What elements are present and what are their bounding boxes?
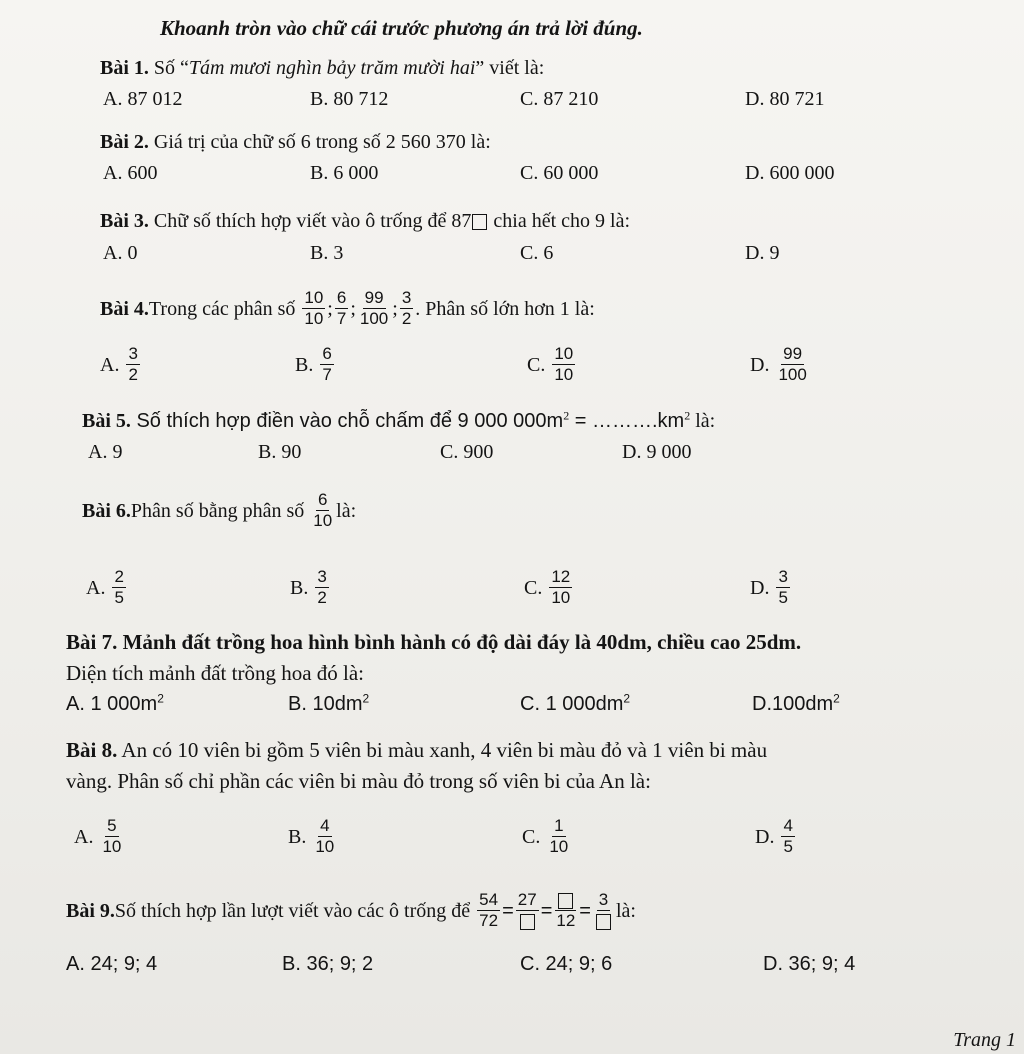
fraction <box>126 344 139 385</box>
blank-box <box>472 214 487 230</box>
numerator: 1 <box>554 816 564 835</box>
option-letter: B. <box>288 693 307 715</box>
numerator: 3 <box>598 890 609 909</box>
equals-sign: = <box>502 899 514 922</box>
question-5-mid: = ……….km <box>569 410 685 432</box>
blank-box-denominator <box>593 911 614 931</box>
equals-sign: = <box>540 899 553 922</box>
q4-option-c[interactable] <box>527 344 577 385</box>
question-8-label: Bài 8. <box>66 738 118 762</box>
superscript: 2 <box>362 691 370 706</box>
q5-option-d[interactable]: D. 9 000 <box>622 441 692 463</box>
numerator: 6 <box>336 288 347 307</box>
q2-option-b[interactable]: B. 6 000 <box>310 162 379 184</box>
denominator: 10 <box>304 309 324 328</box>
fraction <box>400 288 413 329</box>
q7-option-b[interactable] <box>288 692 369 716</box>
numerator: 54 <box>479 890 499 909</box>
question-5-label: Bài 5. <box>82 410 131 432</box>
numerator: 3 <box>778 567 788 586</box>
question-5-text-before: Số thích hợp điền vào chỗ chấm để 9 000 000m <box>130 410 564 432</box>
q7-option-a[interactable] <box>66 692 164 716</box>
blank-box <box>520 914 535 930</box>
question-3 <box>100 209 630 233</box>
question-7 <box>66 630 801 654</box>
q8-option-b[interactable] <box>288 816 338 857</box>
option-letter: B. <box>290 576 309 599</box>
question-2-text: Giá trị của chữ số 6 trong số 2 560 370 là: <box>148 131 491 153</box>
q5-option-b[interactable]: B. 90 <box>258 441 302 463</box>
superscript: 2 <box>623 691 631 706</box>
q9-option-a[interactable]: A. 24; 9; 4 <box>66 953 158 975</box>
question-1 <box>100 56 544 80</box>
q8-option-d[interactable] <box>755 816 797 857</box>
denominator: 7 <box>322 365 332 384</box>
denominator: 7 <box>336 309 347 328</box>
fraction <box>776 344 808 385</box>
blank-box-denominator <box>517 911 538 931</box>
fraction <box>781 816 794 857</box>
question-5 <box>82 409 715 433</box>
option-letter: D. <box>752 693 772 715</box>
fraction <box>335 288 348 329</box>
question-1-label: Bài 1. <box>100 57 149 79</box>
q6-option-a[interactable] <box>86 567 128 608</box>
question-4-text-before: Trong các phân số <box>148 297 296 320</box>
q4-option-a[interactable] <box>100 344 142 385</box>
denominator: 2 <box>128 365 138 384</box>
q4-option-b[interactable] <box>295 344 336 385</box>
fraction <box>552 344 575 385</box>
option-letter: B. <box>295 353 314 376</box>
numerator: 99 <box>783 344 803 363</box>
q3-option-a[interactable]: A. 0 <box>103 242 138 264</box>
q9-option-c[interactable]: C. 24; 9; 6 <box>520 953 613 975</box>
question-8-line-2: vàng. Phân số chỉ phần các viên bi màu đỏ trong số viên bi của An là: <box>66 769 651 793</box>
question-1-italic: Tám mươi nghìn bảy trăm mười hai <box>188 57 476 79</box>
question-2-label: Bài 2. <box>100 131 149 153</box>
denominator: 2 <box>317 588 327 607</box>
numerator: 2 <box>114 567 124 586</box>
q6-option-d[interactable] <box>750 567 792 608</box>
denominator: 5 <box>778 588 788 607</box>
option-letter: D. <box>755 825 775 848</box>
blank-box-numerator <box>555 890 576 911</box>
option-value: 10dm <box>312 693 363 715</box>
superscript: 2 <box>833 691 840 706</box>
q1-option-d[interactable]: D. 80 721 <box>745 88 825 110</box>
question-2 <box>100 130 491 154</box>
question-8 <box>66 738 767 762</box>
denominator: 10 <box>554 365 574 384</box>
question-7-line-2: Diện tích mảnh đất trồng hoa đó là: <box>66 661 365 685</box>
question-3-text-after: chia hết cho 9 là: <box>488 210 631 232</box>
question-4: Bài 4. Trong các phân số $\frac{10}{10}$ ; $\frac{6}{7}$ ; $\frac{99}{100}$ ; $\frac{3}{2}$ . Phân số lớn hơn 1 là: <box>100 288 595 328</box>
numerator: 4 <box>320 816 330 835</box>
fraction <box>311 490 334 531</box>
option-letter: C. <box>520 693 540 715</box>
question-6-label: Bài 6. <box>82 499 131 522</box>
question-9-text-before: Số thích hợp lần lượt viết vào các ô trống để <box>114 899 471 922</box>
question-6 <box>82 490 356 531</box>
denominator: 5 <box>783 837 793 856</box>
fraction <box>302 288 325 329</box>
option-value: 100dm <box>772 693 834 715</box>
question-3-label: Bài 3. <box>100 210 149 232</box>
fraction <box>776 567 789 608</box>
denominator: 10 <box>549 837 569 856</box>
question-1-text-after: ” viết là: <box>475 57 545 79</box>
denominator: 72 <box>479 911 499 930</box>
question-4-text-after: . Phân số lớn hơn 1 là: <box>415 297 595 320</box>
question-4-label: Bài 4. <box>100 297 149 320</box>
option-letter: C. <box>524 576 543 599</box>
numerator: 4 <box>783 816 793 835</box>
option-value: 1 000dm <box>545 693 624 715</box>
denominator: 2 <box>401 309 412 328</box>
q8-option-a[interactable] <box>74 816 125 857</box>
option-letter: A. <box>74 825 94 848</box>
fraction <box>313 816 336 857</box>
numerator: 27 <box>517 890 537 909</box>
question-9-label: Bài 9. <box>66 899 115 922</box>
question-3-text-before: Chữ số thích hợp viết vào ô trống để 87 <box>148 210 472 232</box>
numerator: 3 <box>401 288 412 307</box>
q3-option-d[interactable]: D. 9 <box>745 242 780 264</box>
q1-option-a[interactable]: A. 87 012 <box>103 88 183 110</box>
question-6-text-after: là: <box>336 499 357 522</box>
option-value: 1 000m <box>90 693 158 715</box>
numerator: 99 <box>364 288 384 307</box>
fraction <box>554 890 577 931</box>
q6-option-b[interactable] <box>290 567 331 608</box>
numerator: 3 <box>128 344 138 363</box>
question-1-text-before: Số “ <box>148 57 189 79</box>
denominator: 5 <box>114 588 124 607</box>
fraction <box>358 288 390 329</box>
option-letter: C. <box>527 353 546 376</box>
fraction <box>477 890 500 931</box>
q6-option-c[interactable] <box>524 567 574 608</box>
fraction <box>547 816 570 857</box>
question-7-text: Mảnh đất trồng hoa hình bình hành có độ dài đáy là 40dm, chiều cao 25dm. <box>117 630 802 654</box>
equals-sign: = <box>579 899 591 922</box>
numerator: 10 <box>304 288 324 307</box>
q1-option-c[interactable]: C. 87 210 <box>520 88 599 110</box>
q8-option-c[interactable] <box>522 816 572 857</box>
q5-option-c[interactable]: C. 900 <box>440 441 494 463</box>
q4-option-d[interactable] <box>750 344 811 385</box>
q2-option-a[interactable]: A. 600 <box>103 162 158 184</box>
numerator: 12 <box>551 567 571 586</box>
page-number: Trang 1 <box>953 1029 1016 1051</box>
fraction <box>100 816 123 857</box>
denominator: 10 <box>551 588 571 607</box>
fraction <box>112 567 125 608</box>
option-letter: D. <box>750 576 770 599</box>
blank-box <box>596 914 611 930</box>
question-6-text-before: Phân số bằng phân số <box>130 499 305 522</box>
option-letter: D. <box>750 353 770 376</box>
question-9-text-after: là: <box>615 899 636 922</box>
blank-box <box>558 893 573 909</box>
fraction <box>315 567 328 608</box>
q3-option-c[interactable]: C. 6 <box>520 242 554 264</box>
denominator: 10 <box>102 837 122 856</box>
q7-option-c[interactable] <box>520 692 630 716</box>
denominator: 10 <box>313 511 333 530</box>
q9-option-b[interactable]: B. 36; 9; 2 <box>282 953 374 975</box>
fraction <box>593 890 614 931</box>
numerator: 6 <box>317 490 328 509</box>
numerator: 3 <box>317 567 327 586</box>
fraction <box>549 567 572 608</box>
question-7-label: Bài 7. <box>66 630 118 654</box>
superscript: 2 <box>157 691 164 706</box>
q9-option-d[interactable]: D. 36; 9; 4 <box>763 953 856 975</box>
q3-option-b[interactable]: B. 3 <box>310 242 344 264</box>
question-8-text: An có 10 viên bi gồm 5 viên bi màu xanh, 4 viên bi màu đỏ và 1 viên bi màu <box>117 738 768 762</box>
fraction <box>516 890 539 931</box>
q2-option-c[interactable]: C. 60 000 <box>520 162 599 184</box>
numerator: 6 <box>322 344 332 363</box>
denominator: 10 <box>315 837 335 856</box>
q5-option-a[interactable]: A. 9 <box>88 441 123 463</box>
option-letter: A. <box>100 353 120 376</box>
option-letter: C. <box>522 825 541 848</box>
q2-option-d[interactable]: D. 600 000 <box>745 162 835 184</box>
superscript: 2 <box>684 408 691 423</box>
superscript: 2 <box>563 408 570 423</box>
question-5-text-after: là: <box>690 410 716 432</box>
option-letter: A. <box>66 693 85 715</box>
numerator: 10 <box>554 344 574 363</box>
denominator: 100 <box>778 365 807 384</box>
fraction <box>320 344 333 385</box>
option-letter: A. <box>86 576 106 599</box>
option-letter: B. <box>288 825 307 848</box>
q7-option-d[interactable] <box>752 692 840 716</box>
instruction-heading: Khoanh tròn vào chữ cái trước phương án trả lời đúng. <box>160 16 643 40</box>
denominator: 100 <box>359 309 389 328</box>
numerator: 5 <box>107 816 117 835</box>
question-9 <box>66 890 636 931</box>
denominator: 12 <box>556 911 576 930</box>
q1-option-b[interactable]: B. 80 712 <box>310 88 389 110</box>
